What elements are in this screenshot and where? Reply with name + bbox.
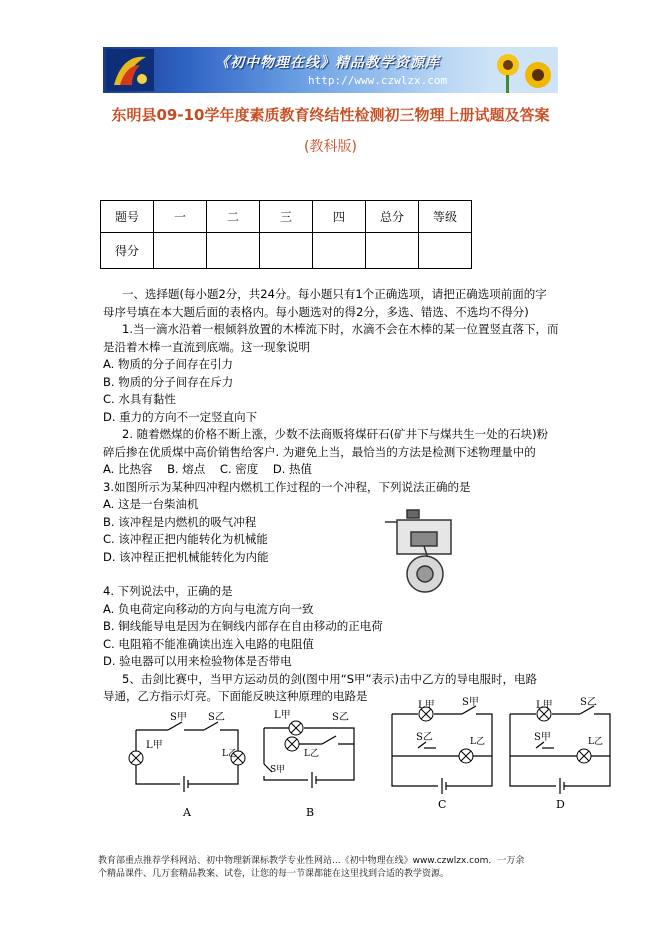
- q3-option-c: C. 该冲程正把内能转化为机械能: [103, 532, 268, 546]
- sunflower-image: [488, 47, 558, 93]
- engine-cylinder-figure: [383, 508, 465, 594]
- q4-stem: 4. 下列说法中，正确的是: [103, 584, 233, 598]
- q1-option-a: A. 物质的分子间存在引力: [103, 357, 233, 371]
- lamp-l-jia: [289, 721, 303, 735]
- score-table-cell[interactable]: [260, 233, 313, 269]
- q3-option-d: D. 该冲程正把机械能转化为内能: [103, 549, 269, 564]
- switch-s-jia: [168, 722, 182, 730]
- q5-stem: 导通，乙方指示灯亮。下面能反映这种原理的电路是: [103, 689, 368, 703]
- label-s-yi: S乙: [332, 712, 349, 723]
- switch-s-yi: [204, 722, 218, 730]
- q3-option-a: A. 这是一台柴油机: [103, 497, 199, 511]
- lamp-l-yi: [459, 749, 473, 763]
- q3-stem: 3.如图所示为某种四冲程内燃机工作过程的一个冲程，下列说法正确的是: [103, 479, 471, 494]
- q1-stem: 是沿着木棒一直流到底端。这一现象说明: [103, 339, 310, 354]
- label-l-yi: L乙: [222, 749, 237, 759]
- score-table-row: [101, 233, 472, 269]
- banner-url[interactable]: http://www.czwlzx.com: [308, 74, 448, 87]
- q4-option-c: C. 电阻箱不能准确读出连入电路的电阻值: [103, 636, 314, 651]
- score-table-label-cell: 得分: [101, 233, 154, 269]
- footer-line: 个精品课件、几万套精品教案、试卷，让您的每一节课都能在这里找到合适的教学资源。: [98, 869, 450, 879]
- q3-option-b: B. 该冲程是内燃机的吸气冲程: [103, 514, 257, 529]
- circuit-label-d: D: [556, 798, 565, 810]
- question-text: [103, 286, 565, 706]
- circuit-label-a: A: [183, 806, 191, 819]
- page-footer: [98, 855, 568, 881]
- banner-title: 《初中物理在线》精品教学资源库: [215, 55, 440, 71]
- score-table-cell[interactable]: [366, 233, 419, 269]
- score-table-cell[interactable]: [419, 233, 472, 269]
- footer-line: 教育部重点推荐学科网站、初中物理新课标教学专业性网站...《初中物理在线》www.czwlzx.com．一万余: [98, 856, 525, 866]
- label-l-jia: L甲: [418, 700, 435, 711]
- label-s-yi: S乙: [208, 712, 225, 723]
- label-l-yi: L乙: [588, 737, 603, 747]
- score-table-header-cell: 三: [260, 201, 313, 233]
- site-logo: [106, 49, 154, 91]
- lamp-l-yi: [577, 749, 591, 763]
- score-table-header-cell: 一: [154, 201, 207, 233]
- label-l-yi: L乙: [470, 737, 485, 747]
- q2-options: A. 比热容 B. 熔点 C. 密度 D. 热值: [103, 462, 313, 476]
- label-l-jia: L甲: [536, 700, 553, 711]
- label-s-jia: S甲: [270, 765, 286, 775]
- label-s-jia: S甲: [534, 732, 551, 743]
- q4-option-a: A. 负电荷定向移动的方向与电流方向一致: [103, 601, 314, 616]
- label-l-jia: L甲: [146, 740, 163, 751]
- score-table: [100, 200, 472, 269]
- section-intro: 一、选择题(每小题2分，共24分。每小题只有1个正确选项，请把正确选项前面的字: [122, 287, 547, 301]
- score-table-header-cell: 题号: [101, 201, 154, 233]
- document-title: 东明县09-10学年度素质教育终结性检测初三物理上册试题及答案: [111, 106, 550, 124]
- label-s-yi: S乙: [416, 732, 433, 743]
- lamp-l-jia: [129, 751, 143, 765]
- q1-option-b: B. 物质的分子间存在斥力: [103, 374, 234, 389]
- circuit-diagram-c: [388, 696, 496, 810]
- q4-option-b: B. 铜线能导电是因为在铜线内部存在自由移动的正电荷: [103, 619, 383, 633]
- score-table-cell[interactable]: [207, 233, 260, 269]
- score-table-header-cell: 二: [207, 201, 260, 233]
- q2-stem: 碎后掺在优质煤中高价销售给客户. 为避免上当，最恰当的方法是检测下述物理量中的: [103, 444, 536, 459]
- label-s-jia: S甲: [170, 712, 187, 723]
- label-l-jia: L甲: [274, 710, 291, 721]
- circuit-diagram-b: [256, 706, 362, 820]
- score-table-header-cell: 四: [313, 201, 366, 233]
- score-table-header-cell: 总分: [366, 201, 419, 233]
- section-intro: 母序号填在本大题后面的表格内。每小题选对的得2分，多选、错选、不选均不得分): [103, 304, 529, 319]
- q1-option-d: D. 重力的方向不一定竖直向下: [103, 409, 258, 424]
- label-s-yi: S乙: [580, 697, 597, 708]
- circuit-diagram-a: [128, 712, 248, 820]
- score-table-header-cell: 等级: [419, 201, 472, 233]
- site-banner: [103, 47, 558, 93]
- circuit-diagram-d: [506, 696, 614, 810]
- q1-option-c: C. 水具有黏性: [103, 392, 176, 406]
- lamp-l-yi: [285, 737, 299, 751]
- circuit-label-c: C: [438, 798, 447, 810]
- score-table-header-row: [101, 201, 472, 233]
- score-table-cell[interactable]: [154, 233, 207, 269]
- circuit-label-b: B: [306, 806, 315, 819]
- label-s-jia: S甲: [462, 697, 479, 708]
- q5-stem: 5、击剑比赛中，当甲方运动员的剑(图中用“S甲”表示)击中乙方的导电服时，电路: [122, 671, 538, 686]
- document-subtitle: (教科版): [304, 139, 357, 155]
- q2-stem: 2. 随着燃煤的价格不断上涨，少数不法商贩将煤矸石(矿井下与煤共生一处的石块)粉: [122, 427, 549, 441]
- label-l-yi: L乙: [304, 749, 319, 759]
- q1-stem: 1.当一滴水沿着一根倾斜放置的木棒流下时，水滴不会在木棒的某一位置竖直落下，而: [122, 322, 559, 336]
- score-table-cell[interactable]: [313, 233, 366, 269]
- q4-option-d: D. 验电器可以用来检验物体是否带电: [103, 654, 292, 668]
